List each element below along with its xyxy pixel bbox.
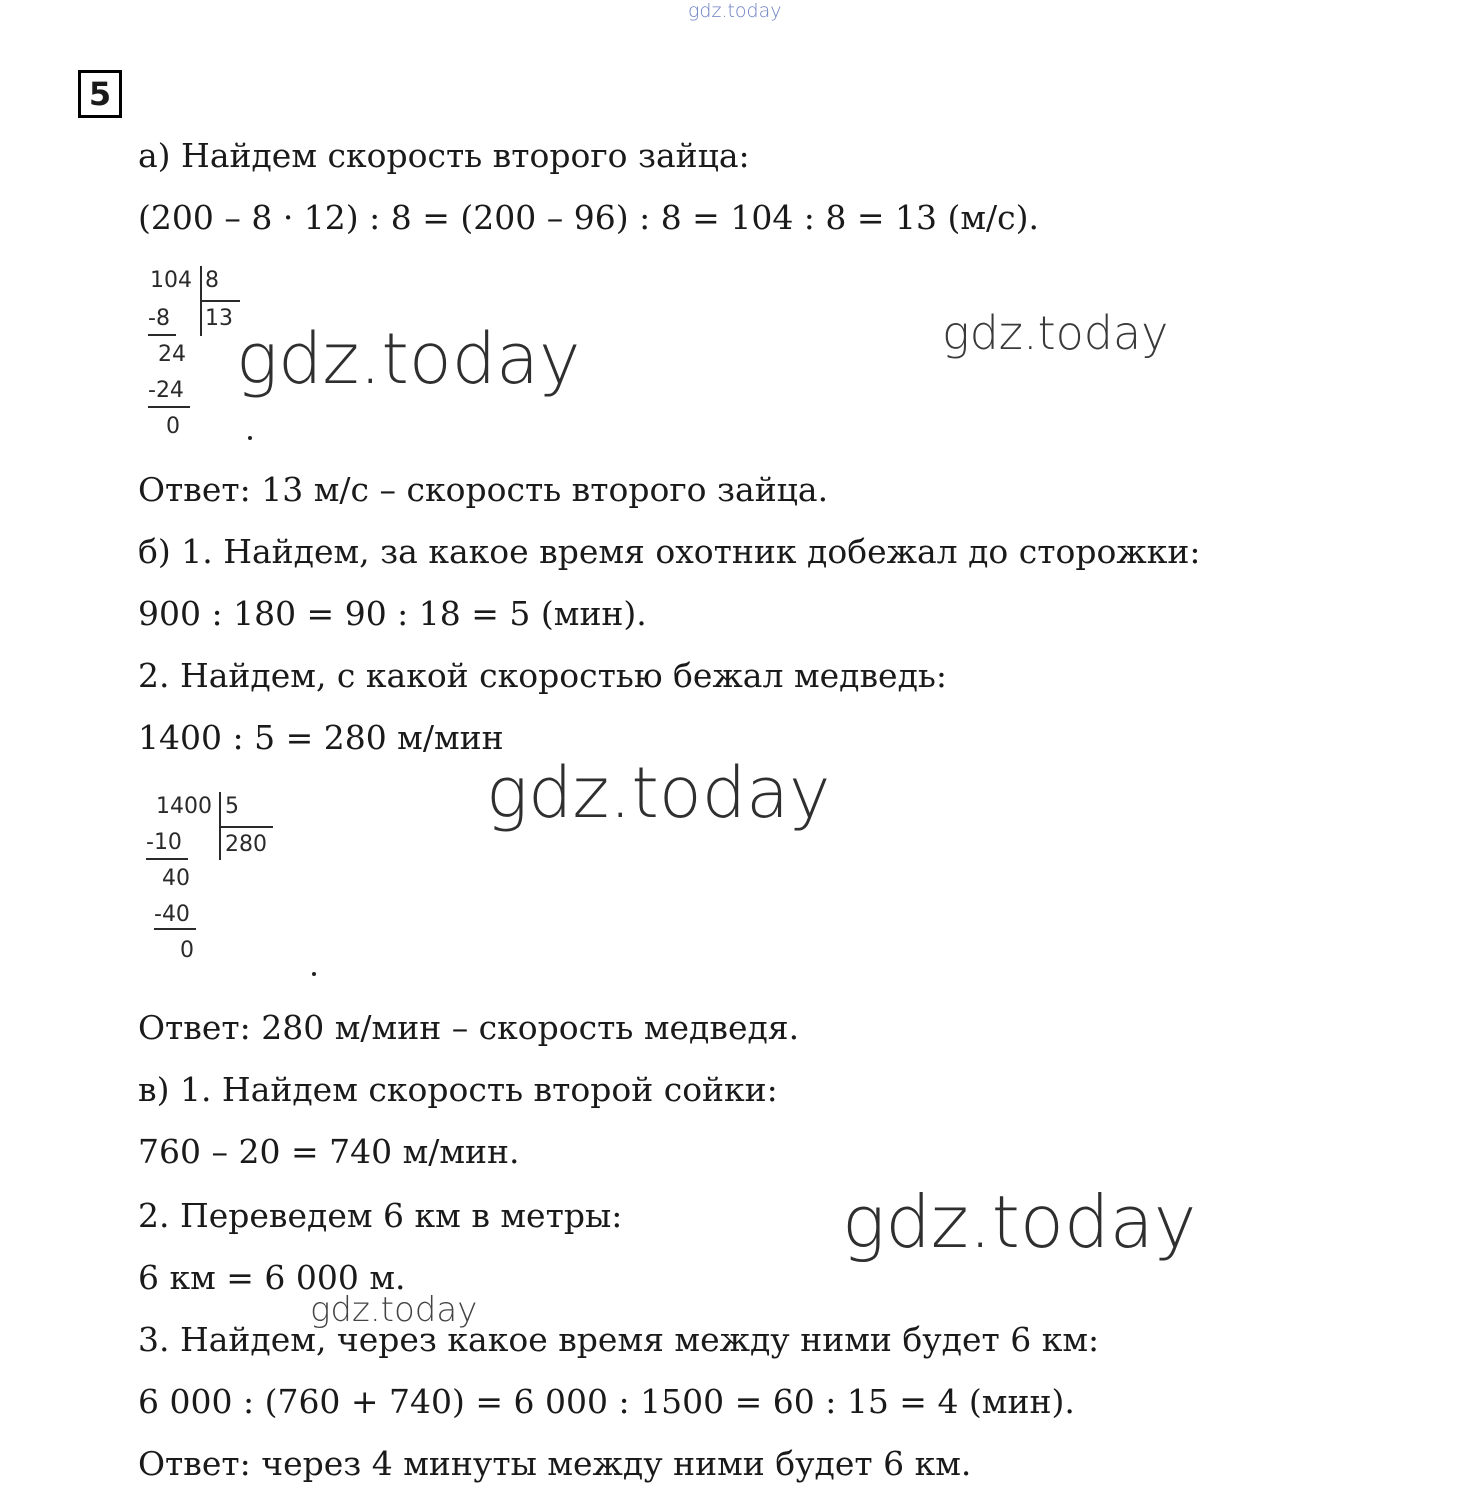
part-c-calculation-3: 6 000 : (760 + 740) = 6 000 : 1500 = 60 : 15 = 4 (мин). — [138, 1382, 1075, 1421]
task-number: 5 — [78, 70, 122, 118]
part-a-title: а) Найдем скорость второго зайца: — [138, 136, 750, 175]
ld1-step-rule — [148, 406, 190, 408]
watermark: gdz.today — [236, 318, 581, 400]
part-b-title: б) 1. Найдем, за какое время охотник добежал до сторожки: — [138, 532, 1201, 571]
ld1-dividend: 104 — [150, 268, 192, 293]
ld2-step: -40 — [154, 902, 190, 927]
watermark: gdz.today — [486, 752, 831, 834]
ld2-step: 40 — [162, 866, 190, 891]
ld1-step: -24 — [148, 378, 184, 403]
part-c-step-3: 3. Найдем, через какое время между ними будет 6 км: — [138, 1320, 1100, 1359]
ld2-divisor: 5 — [225, 794, 239, 819]
part-c-step-2: 2. Переведем 6 км в метры: — [138, 1196, 623, 1235]
watermark: gdz.today — [310, 1290, 478, 1330]
ld2-step-rule — [146, 858, 188, 860]
watermark: gdz.today — [942, 306, 1169, 360]
ld1-step: 0 — [166, 414, 180, 439]
ld2-dividend: 1400 — [156, 794, 212, 819]
part-c-answer: Ответ: через 4 минуты между ними будет 6 км. — [138, 1444, 972, 1483]
ld2-dot — [312, 972, 316, 976]
part-c-calculation-2: 6 км = 6 000 м. — [138, 1258, 406, 1297]
ld1-quotient: 13 — [205, 306, 233, 331]
part-b-calculation-2: 1400 : 5 = 280 м/мин — [138, 718, 504, 757]
part-b-answer: Ответ: 280 м/мин – скорость медведя. — [138, 1008, 800, 1047]
ld1-step: -8 — [148, 306, 170, 331]
ld2-quotient-rule — [219, 826, 273, 828]
part-c-calculation-1: 760 – 20 = 740 м/мин. — [138, 1132, 520, 1171]
ld1-step-rule — [148, 334, 176, 336]
watermark-top: gdz.today — [688, 0, 782, 22]
ld1-divisor: 8 — [205, 268, 219, 293]
ld1-quotient-rule — [200, 300, 240, 302]
watermark: gdz.today — [842, 1180, 1197, 1264]
part-c-title: в) 1. Найдем скорость второй сойки: — [138, 1070, 778, 1109]
ld2-quotient: 280 — [225, 832, 267, 857]
part-a-answer: Ответ: 13 м/с – скорость второго зайца. — [138, 470, 829, 509]
part-b-calculation-1: 900 : 180 = 90 : 18 = 5 (мин). — [138, 594, 647, 633]
ld2-step-rule — [154, 928, 196, 930]
ld1-step: 24 — [158, 342, 186, 367]
part-a-calculation: (200 – 8 · 12) : 8 = (200 – 96) : 8 = 104 : 8 = 13 (м/с). — [138, 198, 1040, 237]
ld2-step: 0 — [180, 938, 194, 963]
part-b-step-2: 2. Найдем, с какой скоростью бежал медведь: — [138, 656, 947, 695]
ld1-dot — [248, 436, 252, 440]
ld2-step: -10 — [146, 830, 182, 855]
